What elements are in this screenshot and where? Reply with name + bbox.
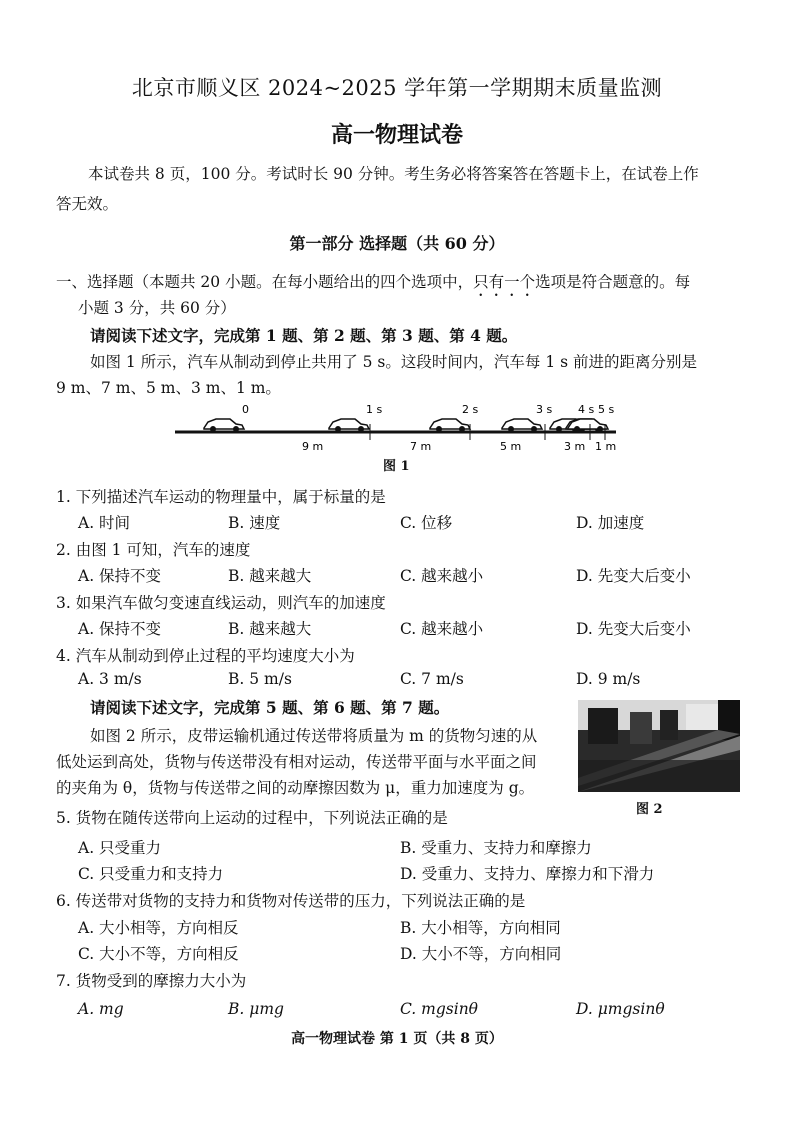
figure-1-caption: 图 1 xyxy=(383,459,410,474)
q6-option-a: A. 大小相等，方向相反 xyxy=(78,919,239,937)
q3-option-c: C. 越来越小 xyxy=(400,620,484,638)
part1-emphasis: 只有一个 xyxy=(473,273,536,291)
distance-label-3: 5 m xyxy=(500,440,522,453)
question-4: 4. 汽车从制动到停止过程的平均速度大小为 xyxy=(56,647,355,665)
q4-option-c: C. 7 m/s xyxy=(400,670,464,688)
q5-option-d: D. 受重力、支持力、摩擦力和下滑力 xyxy=(400,865,655,883)
intro-line-1: 本试卷共 8 页，100 分。考试时长 90 分钟。考生务必将答案答在答题卡上，在试卷上作 xyxy=(88,165,699,183)
q7-option-d: D. μmgsinθ xyxy=(576,1000,665,1018)
time-label-3: 3 s xyxy=(536,403,553,416)
part1-text-b: 选项是符合题意的。每 xyxy=(535,273,691,291)
q1-option-d: D. 加速度 xyxy=(576,514,645,532)
question-5: 5. 货物在随传送带向上运动的过程中，下列说法正确的是 xyxy=(56,809,448,827)
figure-2-caption: 图 2 xyxy=(636,802,663,817)
question-7: 7. 货物受到的摩擦力大小为 xyxy=(56,972,247,990)
figure-2-conveyor-photo xyxy=(578,700,740,792)
group2-instruction: 请阅读下述文字，完成第 5 题、第 6 题、第 7 题。 xyxy=(90,698,450,717)
time-label-1: 1 s xyxy=(366,403,383,416)
page-footer: 高一物理试卷 第 1 页（共 8 页） xyxy=(291,1031,503,1047)
group2-text-3: 的夹角为 θ，货物与传送带之间的动摩擦因数为 μ，重力加速度为 g。 xyxy=(56,779,535,797)
q1-option-a: A. 时间 xyxy=(78,514,131,532)
q7-option-b: B. μmg xyxy=(228,1000,284,1018)
part1-line-2: 小题 3 分，共 60 分） xyxy=(78,299,236,317)
figure-1-diagram xyxy=(170,400,620,456)
q4-option-a: A. 3 m/s xyxy=(78,670,142,688)
car-icon xyxy=(430,419,470,432)
car-icon xyxy=(502,419,542,432)
q5-option-b: B. 受重力、支持力和摩擦力 xyxy=(400,839,592,857)
distance-label-2: 7 m xyxy=(410,440,432,453)
question-3: 3. 如果汽车做匀变速直线运动，则汽车的加速度 xyxy=(56,594,386,612)
q1-option-c: C. 位移 xyxy=(400,514,453,532)
q5-option-a: A. 只受重力 xyxy=(78,839,162,857)
exam-subtitle: 高一物理试卷 xyxy=(330,122,463,148)
group2-text-2: 低处运到高处，货物与传送带没有相对运动，传送带平面与水平面之间 xyxy=(56,753,537,771)
q7-option-a: A. mg xyxy=(78,1000,124,1018)
q6-option-d: D. 大小不等，方向相同 xyxy=(400,945,562,963)
group1-text-2: 9 m、7 m、5 m、3 m、1 m。 xyxy=(56,379,281,397)
q3-option-a: A. 保持不变 xyxy=(78,620,162,638)
time-label-2: 2 s xyxy=(462,403,479,416)
group2-text-1: 如图 2 所示，皮带运输机通过传送带将质量为 m 的货物匀速的从 xyxy=(90,727,538,745)
q2-option-a: A. 保持不变 xyxy=(78,567,162,585)
q1-option-b: B. 速度 xyxy=(228,514,281,532)
question-6: 6. 传送带对货物的支持力和货物对传送带的压力，下列说法正确的是 xyxy=(56,892,526,910)
q6-option-c: C. 大小不等，方向相反 xyxy=(78,945,239,963)
q4-option-b: B. 5 m/s xyxy=(228,670,292,688)
q3-option-b: B. 越来越大 xyxy=(228,620,312,638)
q2-option-b: B. 越来越大 xyxy=(228,567,312,585)
distance-label-4: 3 m xyxy=(564,440,586,453)
q6-option-b: B. 大小相等，方向相同 xyxy=(400,919,561,937)
question-1: 1. 下列描述汽车运动的物理量中，属于标量的是 xyxy=(56,488,386,506)
time-label-4: 4 s xyxy=(578,403,595,416)
question-2: 2. 由图 1 可知，汽车的速度 xyxy=(56,541,251,559)
section-title: 第一部分 选择题（共 60 分） xyxy=(289,234,505,253)
distance-label-1: 9 m xyxy=(302,440,324,453)
time-label-0: 0 xyxy=(242,403,249,416)
q2-option-c: C. 越来越小 xyxy=(400,567,484,585)
part1-text-a: 一、选择题（本题共 20 小题。在每小题给出的四个选项中， xyxy=(56,273,474,291)
group1-text-1: 如图 1 所示，汽车从制动到停止共用了 5 s。这段时间内，汽车每 1 s 前进的距离分别是 xyxy=(90,353,697,371)
car-icon xyxy=(204,419,244,432)
exam-title: 北京市顺义区 2024~2025 学年第一学期期末质量监测 xyxy=(131,76,663,100)
q4-option-d: D. 9 m/s xyxy=(576,670,641,688)
q7-option-c: C. mgsinθ xyxy=(400,1000,479,1018)
car-icon xyxy=(329,419,369,432)
intro-line-2: 答无效。 xyxy=(56,195,119,213)
q5-option-c: C. 只受重力和支持力 xyxy=(78,865,224,883)
group1-instruction: 请阅读下述文字，完成第 1 题、第 2 题、第 3 题、第 4 题。 xyxy=(90,326,518,345)
q3-option-d: D. 先变大后变小 xyxy=(576,620,691,638)
q2-option-d: D. 先变大后变小 xyxy=(576,567,691,585)
distance-label-5: 1 m xyxy=(595,440,617,453)
time-label-5: 5 s xyxy=(598,403,615,416)
